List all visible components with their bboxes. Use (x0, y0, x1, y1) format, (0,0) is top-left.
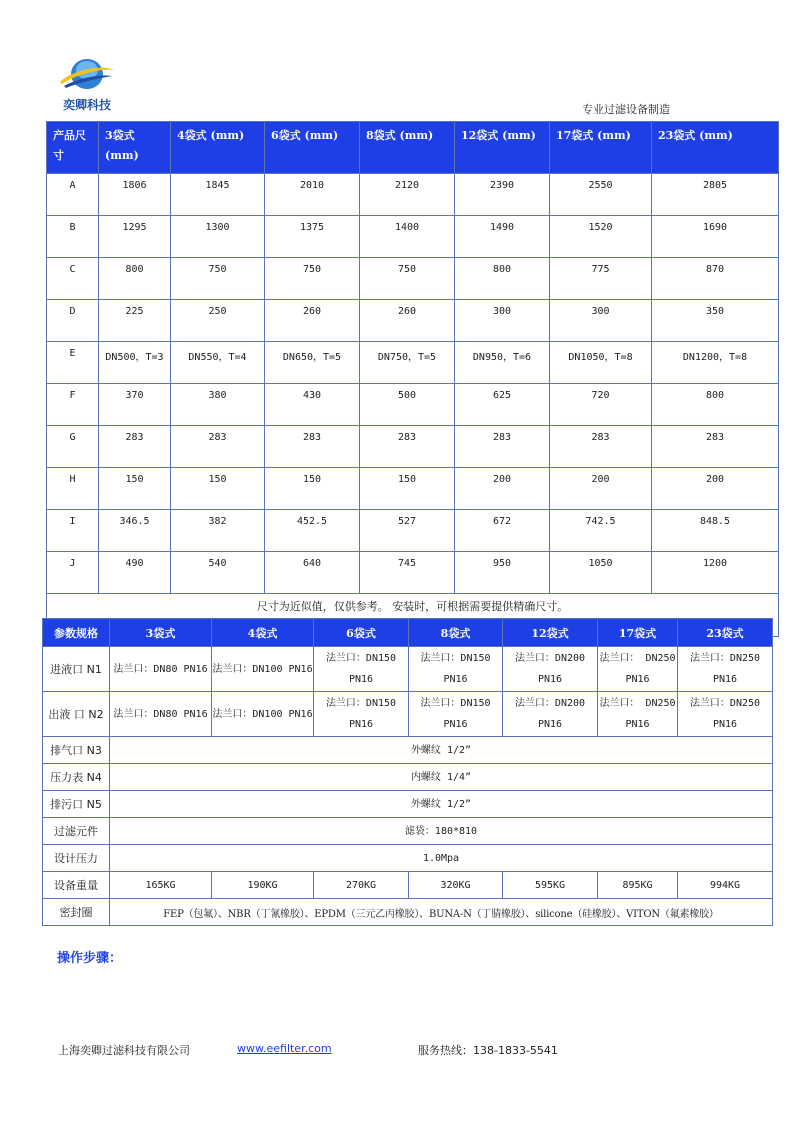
dimension-value: 150 (99, 468, 171, 510)
dimension-value: 750 (171, 258, 265, 300)
drain-label: 排污口 N5 (43, 791, 110, 818)
inlet-value: 法兰口： DN250 PN16 (598, 647, 678, 692)
dimension-value: 346.5 (99, 510, 171, 552)
dimension-value: 1520 (550, 216, 652, 258)
inlet-value: 法兰口：DN200 PN16 (503, 647, 598, 692)
company-logo (56, 56, 118, 116)
dimension-value: 2805 (652, 174, 779, 216)
table-row (47, 426, 779, 468)
dimensions-header-3: 6袋式 (mm) (265, 122, 360, 174)
dimension-label: J (47, 552, 99, 594)
dimension-value: 260 (360, 300, 455, 342)
dimension-value: 490 (99, 552, 171, 594)
dimension-value: 625 (455, 384, 550, 426)
inlet-value: 法兰口：DN100 PN16 (212, 647, 314, 692)
weight-value: 895KG (598, 872, 678, 899)
dimension-label: B (47, 216, 99, 258)
spec-header-2: 4袋式 (212, 619, 314, 647)
outlet-value: 法兰口：DN150 PN16 (409, 692, 503, 737)
dimension-value: 382 (171, 510, 265, 552)
weight-value: 270KG (314, 872, 409, 899)
dimensions-note: 尺寸为近似值，仅供参考。 安装时，可根据需要提供精确尺寸。 (47, 594, 779, 637)
dimension-value: 380 (171, 384, 265, 426)
dimension-value: 283 (171, 426, 265, 468)
gauge-value: 内螺纹 1/4” (110, 764, 773, 791)
spec-header-7: 23袋式 (678, 619, 773, 647)
pressure-value: 1.0Mpa (110, 845, 773, 872)
inlet-value: 法兰口：DN80 PN16 (110, 647, 212, 692)
footer-company: 上海奕卿过滤科技有限公司 (58, 1044, 190, 1057)
spec-header-row (43, 619, 773, 647)
dimension-value: DN650，T=5 (265, 342, 360, 384)
dimension-label: A (47, 174, 99, 216)
dimension-value: 300 (455, 300, 550, 342)
drain-row (43, 791, 773, 818)
dimension-value: 1490 (455, 216, 550, 258)
table-row (47, 510, 779, 552)
dimension-label: C (47, 258, 99, 300)
dimension-value: 2390 (455, 174, 550, 216)
gauge-label: 压力表 N4 (43, 764, 110, 791)
dimension-value: DN550，T=4 (171, 342, 265, 384)
pressure-row (43, 845, 773, 872)
vent-row (43, 737, 773, 764)
dimension-value: 370 (99, 384, 171, 426)
dimensions-header-5: 12袋式 (mm) (455, 122, 550, 174)
dimension-value: 1200 (652, 552, 779, 594)
outlet-value: 法兰口：DN150 PN16 (314, 692, 409, 737)
dimension-label: F (47, 384, 99, 426)
dimensions-header-1: 3袋式 (mm) (99, 122, 171, 174)
filter-label: 过滤元件 (43, 818, 110, 845)
dimension-value: 742.5 (550, 510, 652, 552)
seal-label: 密封圈 (43, 899, 110, 926)
dimension-value: 540 (171, 552, 265, 594)
dimension-value: 225 (99, 300, 171, 342)
dimension-value: 452.5 (265, 510, 360, 552)
tagline: 专业过滤设备制造 (582, 103, 670, 116)
operation-steps-title: 操作步骤： (57, 951, 123, 966)
dimension-value: 283 (455, 426, 550, 468)
dimension-value: 848.5 (652, 510, 779, 552)
seal-row (43, 899, 773, 926)
spec-header-4: 8袋式 (409, 619, 503, 647)
dimension-value: 745 (360, 552, 455, 594)
inlet-value: 法兰口：DN150 PN16 (409, 647, 503, 692)
dimension-value: 1375 (265, 216, 360, 258)
weight-value: 190KG (212, 872, 314, 899)
dimension-value: 870 (652, 258, 779, 300)
dimensions-header-6: 17袋式 (mm) (550, 122, 652, 174)
dimension-value: 430 (265, 384, 360, 426)
globe-logo-icon (56, 56, 118, 98)
dimension-value: 283 (652, 426, 779, 468)
inlet-value: 法兰口：DN250 PN16 (678, 647, 773, 692)
filter-value: 滤袋：180*810 (110, 818, 773, 845)
dimension-value: 1295 (99, 216, 171, 258)
vent-value: 外螺纹 1/2” (110, 737, 773, 764)
outlet-value: 法兰口：DN250 PN16 (678, 692, 773, 737)
outlet-value: 法兰口：DN200 PN16 (503, 692, 598, 737)
dimension-label: H (47, 468, 99, 510)
spec-header-5: 12袋式 (503, 619, 598, 647)
dimensions-table (46, 121, 779, 637)
dimension-value: 1845 (171, 174, 265, 216)
dimension-value: 200 (652, 468, 779, 510)
dimension-value: DN1200，T=8 (652, 342, 779, 384)
dimension-value: 1050 (550, 552, 652, 594)
gauge-row (43, 764, 773, 791)
dimension-value: 2550 (550, 174, 652, 216)
inlet-value: 法兰口：DN150 PN16 (314, 647, 409, 692)
dimension-value: 150 (265, 468, 360, 510)
dimension-value: 640 (265, 552, 360, 594)
weight-value: 994KG (678, 872, 773, 899)
dimension-value: 750 (360, 258, 455, 300)
outlet-value: 法兰口：DN100 PN16 (212, 692, 314, 737)
drain-value: 外螺纹 1/2” (110, 791, 773, 818)
weight-value: 595KG (503, 872, 598, 899)
dimension-value: 283 (550, 426, 652, 468)
dimension-value: 775 (550, 258, 652, 300)
outlet-value: 法兰口： DN250 PN16 (598, 692, 678, 737)
dimension-value: 800 (652, 384, 779, 426)
dimension-value: 750 (265, 258, 360, 300)
dimension-value: 200 (550, 468, 652, 510)
dimension-value: 300 (550, 300, 652, 342)
dimension-label: G (47, 426, 99, 468)
table-row (47, 384, 779, 426)
vent-label: 排气口 N3 (43, 737, 110, 764)
dimension-value: 720 (550, 384, 652, 426)
weight-label: 设备重量 (43, 872, 110, 899)
dimension-value: DN500，T=3 (99, 342, 171, 384)
dimension-value: DN1050，T=8 (550, 342, 652, 384)
table-row (47, 468, 779, 510)
spec-header-3: 6袋式 (314, 619, 409, 647)
table-row (47, 342, 779, 384)
dimension-value: 1806 (99, 174, 171, 216)
dimensions-header-2: 4袋式 (mm) (171, 122, 265, 174)
outlet-label: 出液 口 N2 (43, 692, 110, 737)
footer-hotline: 服务热线：138-1833-5541 (418, 1044, 558, 1057)
pressure-label: 设计压力 (43, 845, 110, 872)
dimension-label: I (47, 510, 99, 552)
table-row (47, 552, 779, 594)
dimension-value: 150 (171, 468, 265, 510)
dimension-value: 250 (171, 300, 265, 342)
spec-header-1: 3袋式 (110, 619, 212, 647)
dimension-value: 527 (360, 510, 455, 552)
dimension-value: 283 (99, 426, 171, 468)
dimension-value: 200 (455, 468, 550, 510)
dimension-value: DN750，T=5 (360, 342, 455, 384)
weight-row (43, 872, 773, 899)
logo-text: 奕卿科技 (62, 98, 111, 112)
dimensions-header-0: 产品尺寸 (47, 122, 99, 174)
inlet-label: 进液口 N1 (43, 647, 110, 692)
dimension-value: 1400 (360, 216, 455, 258)
dimension-value: 283 (360, 426, 455, 468)
filter-row (43, 818, 773, 845)
dimensions-header-row (47, 122, 779, 174)
dimension-value: 150 (360, 468, 455, 510)
dimensions-header-4: 8袋式 (mm) (360, 122, 455, 174)
table-row (47, 216, 779, 258)
weight-value: 165KG (110, 872, 212, 899)
spec-header-0: 参数规格 (43, 619, 110, 647)
dimension-label: E (47, 342, 99, 384)
dimension-value: 2120 (360, 174, 455, 216)
dimension-value: 1300 (171, 216, 265, 258)
dimension-value: 800 (99, 258, 171, 300)
spec-header-6: 17袋式 (598, 619, 678, 647)
table-row (47, 174, 779, 216)
dimension-value: 260 (265, 300, 360, 342)
dimension-value: 500 (360, 384, 455, 426)
dimension-value: 283 (265, 426, 360, 468)
dimension-value: 2010 (265, 174, 360, 216)
dimension-value: 672 (455, 510, 550, 552)
footer-website-link[interactable]: www.eefilter.com (237, 1042, 332, 1055)
dimensions-header-7: 23袋式 (mm) (652, 122, 779, 174)
dimension-value: DN950，T=6 (455, 342, 550, 384)
dimension-value: 800 (455, 258, 550, 300)
table-row (47, 258, 779, 300)
outlet-row (43, 692, 773, 737)
outlet-value: 法兰口：DN80 PN16 (110, 692, 212, 737)
table-row (47, 300, 779, 342)
dimension-label: D (47, 300, 99, 342)
spec-table (42, 618, 773, 926)
inlet-row (43, 647, 773, 692)
dimension-value: 350 (652, 300, 779, 342)
seal-value: FEP（包氟）、NBR（丁氰橡胶）、EPDM（三元乙丙橡胶）、BUNA-N（丁腈橡胶）、silicone（硅橡胶）、VITON（氟素橡胶） (110, 899, 773, 926)
dimension-value: 1690 (652, 216, 779, 258)
weight-value: 320KG (409, 872, 503, 899)
dimension-value: 950 (455, 552, 550, 594)
